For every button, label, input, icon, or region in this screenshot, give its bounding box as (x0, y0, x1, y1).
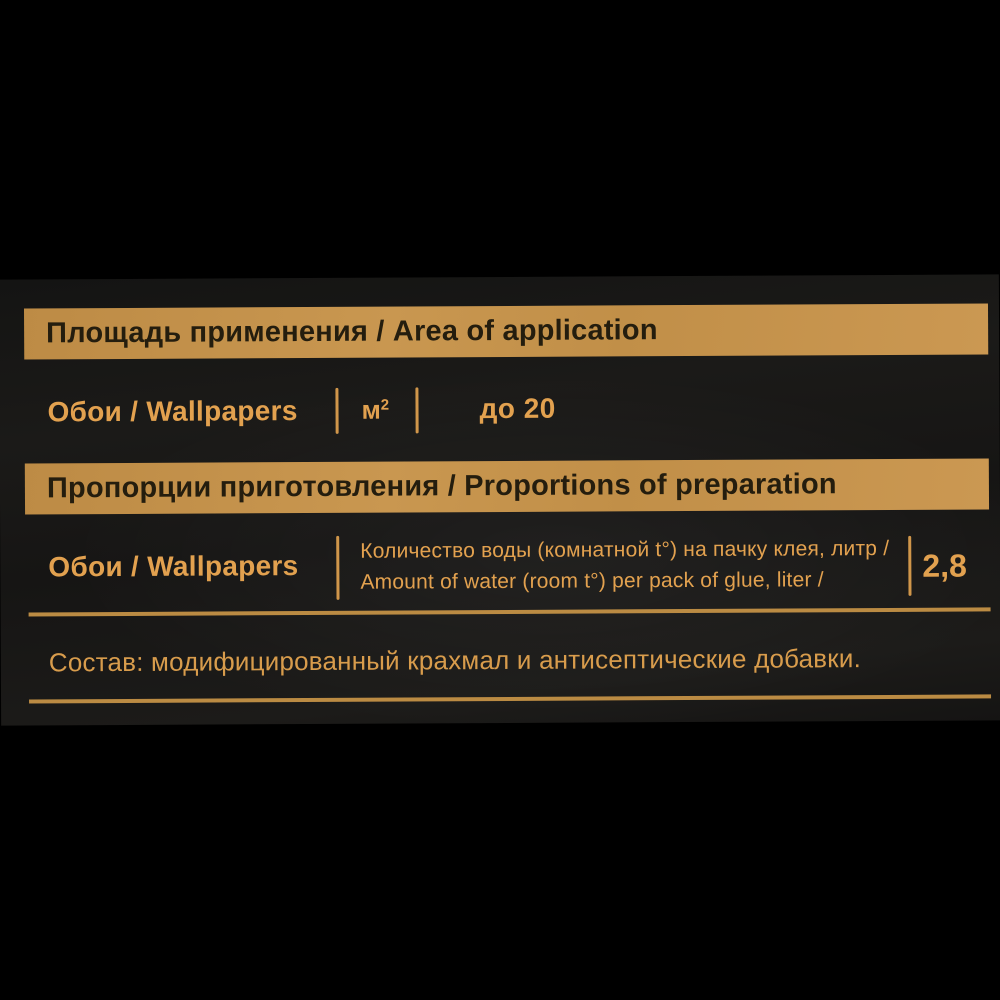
gold-rule-bottom (29, 694, 991, 703)
column-divider (908, 536, 911, 596)
area-banner-title: Площадь применения / Area of application (46, 314, 658, 350)
column-divider (335, 388, 338, 434)
area-value: до 20 (479, 392, 556, 425)
water-liters-value: 2,8 (922, 547, 967, 584)
proportions-banner-title: Пропорции приготовления / Proportions of preparation (46, 468, 837, 505)
water-amount-description (360, 533, 912, 598)
unit-square-meters (361, 395, 389, 426)
unit-exponent: 2 (380, 396, 390, 414)
gold-rule-top (29, 607, 991, 616)
proportions-row-label-wallpapers: Обои / Wallpapers (48, 550, 299, 583)
proportions-banner (25, 458, 989, 514)
water-amount-en: Amount of water (room t°) per pack of glue, liter / (360, 568, 824, 594)
column-divider (336, 536, 339, 600)
label-surface (0, 274, 1000, 725)
area-of-application-banner (24, 303, 988, 359)
water-amount-ru: Количество воды (комнатной t°) на пачку клея, литр / (360, 536, 890, 563)
composition-text: Состав: модифицированный крахмал и антисептические добавки. (48, 643, 862, 678)
unit-base: м (361, 394, 381, 425)
area-row-label-wallpapers: Обои / Wallpapers (47, 395, 298, 428)
column-divider (415, 387, 418, 433)
